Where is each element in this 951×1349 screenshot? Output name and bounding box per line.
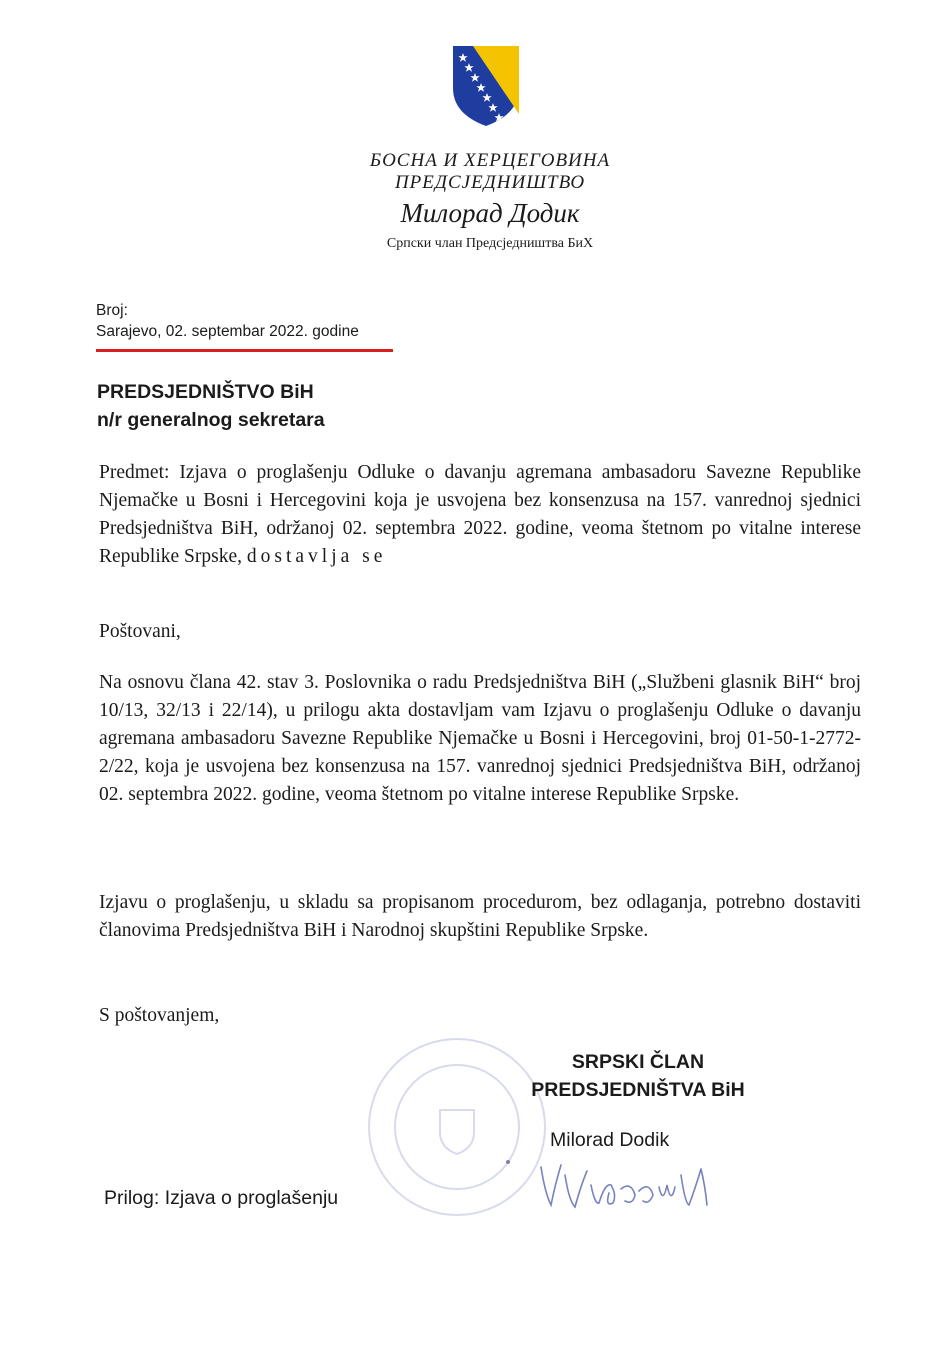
addressee-line-2: n/r generalnog sekretara <box>97 409 325 431</box>
reference-number: Broj: <box>96 302 128 319</box>
signature-title-line-2: PREDSJEDNIŠTVA BiH <box>531 1079 745 1101</box>
letterhead-presidency: ПРЕДСЈЕДНИШТВО <box>394 172 586 193</box>
greeting: Poštovani, <box>99 621 181 642</box>
subject-spaced-suffix: dostavlja se <box>246 546 387 567</box>
red-divider <box>96 349 393 352</box>
main-paragraph: Na osnovu člana 42. stav 3. Poslovnika o radu Predsjedništva BiH („Službeni glasnik BiH“ broj 10/13, 32/13 i 22/14), u prilogu akta dostavljam vam Izjavu o proglašenju Odluke o davanju agremana ambasadoru Savezne Republike Njemačke u Bosni i Hercegovini, broj 01-50-1-2772-2/22, koja je usvojena bez konsenzusa na 157. vanrednoj sjednici Predsjedništva BiH, održanoj 02. septembra 2022. godine, veoma štetnom po vitalne interese Republike Srpske. <box>99 672 861 805</box>
letterhead-member-name: Милорад Додик <box>400 198 580 228</box>
attachment-note: Prilog: Izjava o proglašenju <box>104 1187 339 1209</box>
addressee-line-1: PREDSJEDNIŠTVO BiH <box>97 381 314 403</box>
signatory-name: Milorad Dodik <box>550 1129 670 1151</box>
closing: S poštovanjem, <box>99 1005 220 1026</box>
letterhead-country: БОСНА И ХЕРЦЕГОВИНА <box>369 150 611 171</box>
letterhead-member-role: Српски члан Предсједништва БиХ <box>386 236 594 251</box>
coat-of-arms-icon <box>449 44 523 128</box>
subject-text: Predmet: Izjava o proglašenju Odluke o davanju agremana ambasadoru Savezne Republike Njemačke u Bosni i Hercegovini koja je usvojena bez konsenzusa na 157. vanrednoj sjednici Predsjedništva BiH, održanoj 02. septembra 2022. godine, veoma štetnom po vitalne interese Republike Srpske, <box>99 462 861 567</box>
reference-date: Sarajevo, 02. septembar 2022. godine <box>96 323 359 340</box>
handwritten-signature <box>535 1145 715 1225</box>
signature-title-line-1: SRPSKI ČLAN <box>571 1051 705 1073</box>
second-paragraph: Izjavu o proglašenju, u skladu sa propisanom procedurom, bez odlaganja, potrebno dostaviti članovima Predsjedništva BiH i Narodnoj skupštini Republike Srpske. <box>99 892 861 941</box>
subject-paragraph <box>99 459 861 571</box>
